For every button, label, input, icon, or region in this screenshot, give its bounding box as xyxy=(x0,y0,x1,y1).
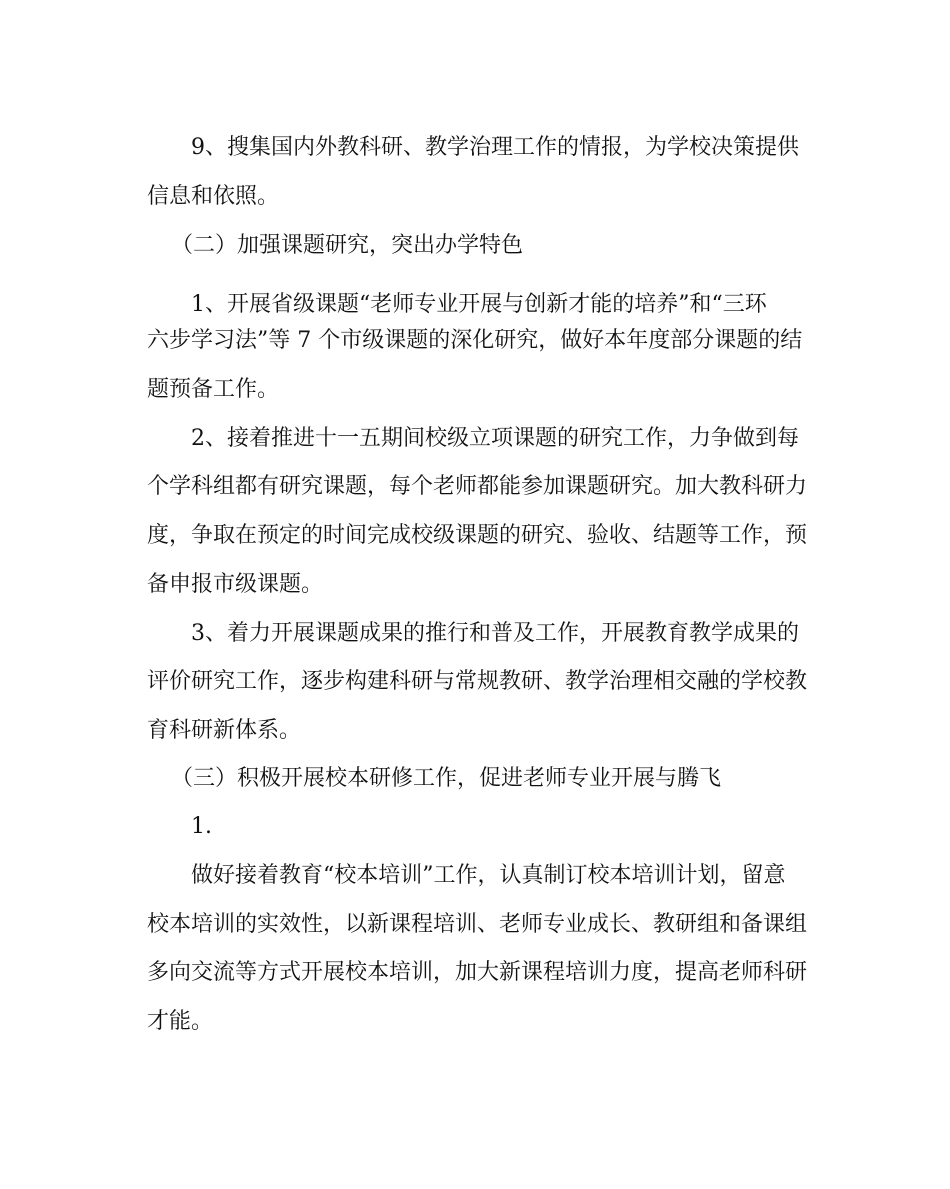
paragraph-2-line-3: 度，争取在预定的时间完成校级课题的研究、验收、结题等工作，预 xyxy=(147,523,808,548)
paragraph-2-line-1: 2、接着推进十一五期间校级立项课题的研究工作，力争做到每 xyxy=(191,426,799,451)
paragraph-2-line-2: 个学科组都有研究课题，每个老师都能参加课题研究。加大教科研力 xyxy=(147,474,808,499)
paragraph-1-line-1: 1、开展省级课题“老师专业开展与创新才能的培养”和“三环 xyxy=(191,292,767,317)
paragraph-3-line-1: 3、着力开展课题成果的推行和普及工作，开展教育教学成果的 xyxy=(191,621,799,646)
paragraph-2-line-4: 备申报市级课题。 xyxy=(147,572,324,597)
item-number: 1. xyxy=(191,814,212,839)
paragraph-4-line-1: 做好接着教育“校本培训”工作，认真制订校本培训计划，留意 xyxy=(191,863,786,888)
paragraph-4-line-4: 才能。 xyxy=(147,1009,214,1034)
section-heading-3: （三）积极开展校本研修工作，促进老师专业开展与腾飞 xyxy=(171,766,722,791)
paragraph-3-line-3: 育科研新体系。 xyxy=(147,718,302,743)
paragraph-9-line-1: 9、搜集国内外教科研、教学治理工作的情报，为学校决策提供 xyxy=(191,135,799,160)
paragraph-4-line-3: 多向交流等方式开展校本培训，加大新课程培训力度，提高老师科研 xyxy=(147,960,808,985)
section-heading-2: （二）加强课题研究，突出办学特色 xyxy=(171,233,524,258)
paragraph-9-line-2: 信息和依照。 xyxy=(147,184,280,209)
paragraph-1-line-2: 六步学习法”等 7 个市级课题的深化研究，做好本年度部分课题的结 xyxy=(147,328,803,353)
paragraph-1-line-3: 题预备工作。 xyxy=(147,377,280,402)
paragraph-3-line-2: 评价研究工作，逐步构建科研与常规教研、教学治理相交融的学校教 xyxy=(147,669,808,694)
paragraph-4-line-2: 校本培训的实效性，以新课程培训、老师专业成长、教研组和备课组 xyxy=(147,912,808,937)
